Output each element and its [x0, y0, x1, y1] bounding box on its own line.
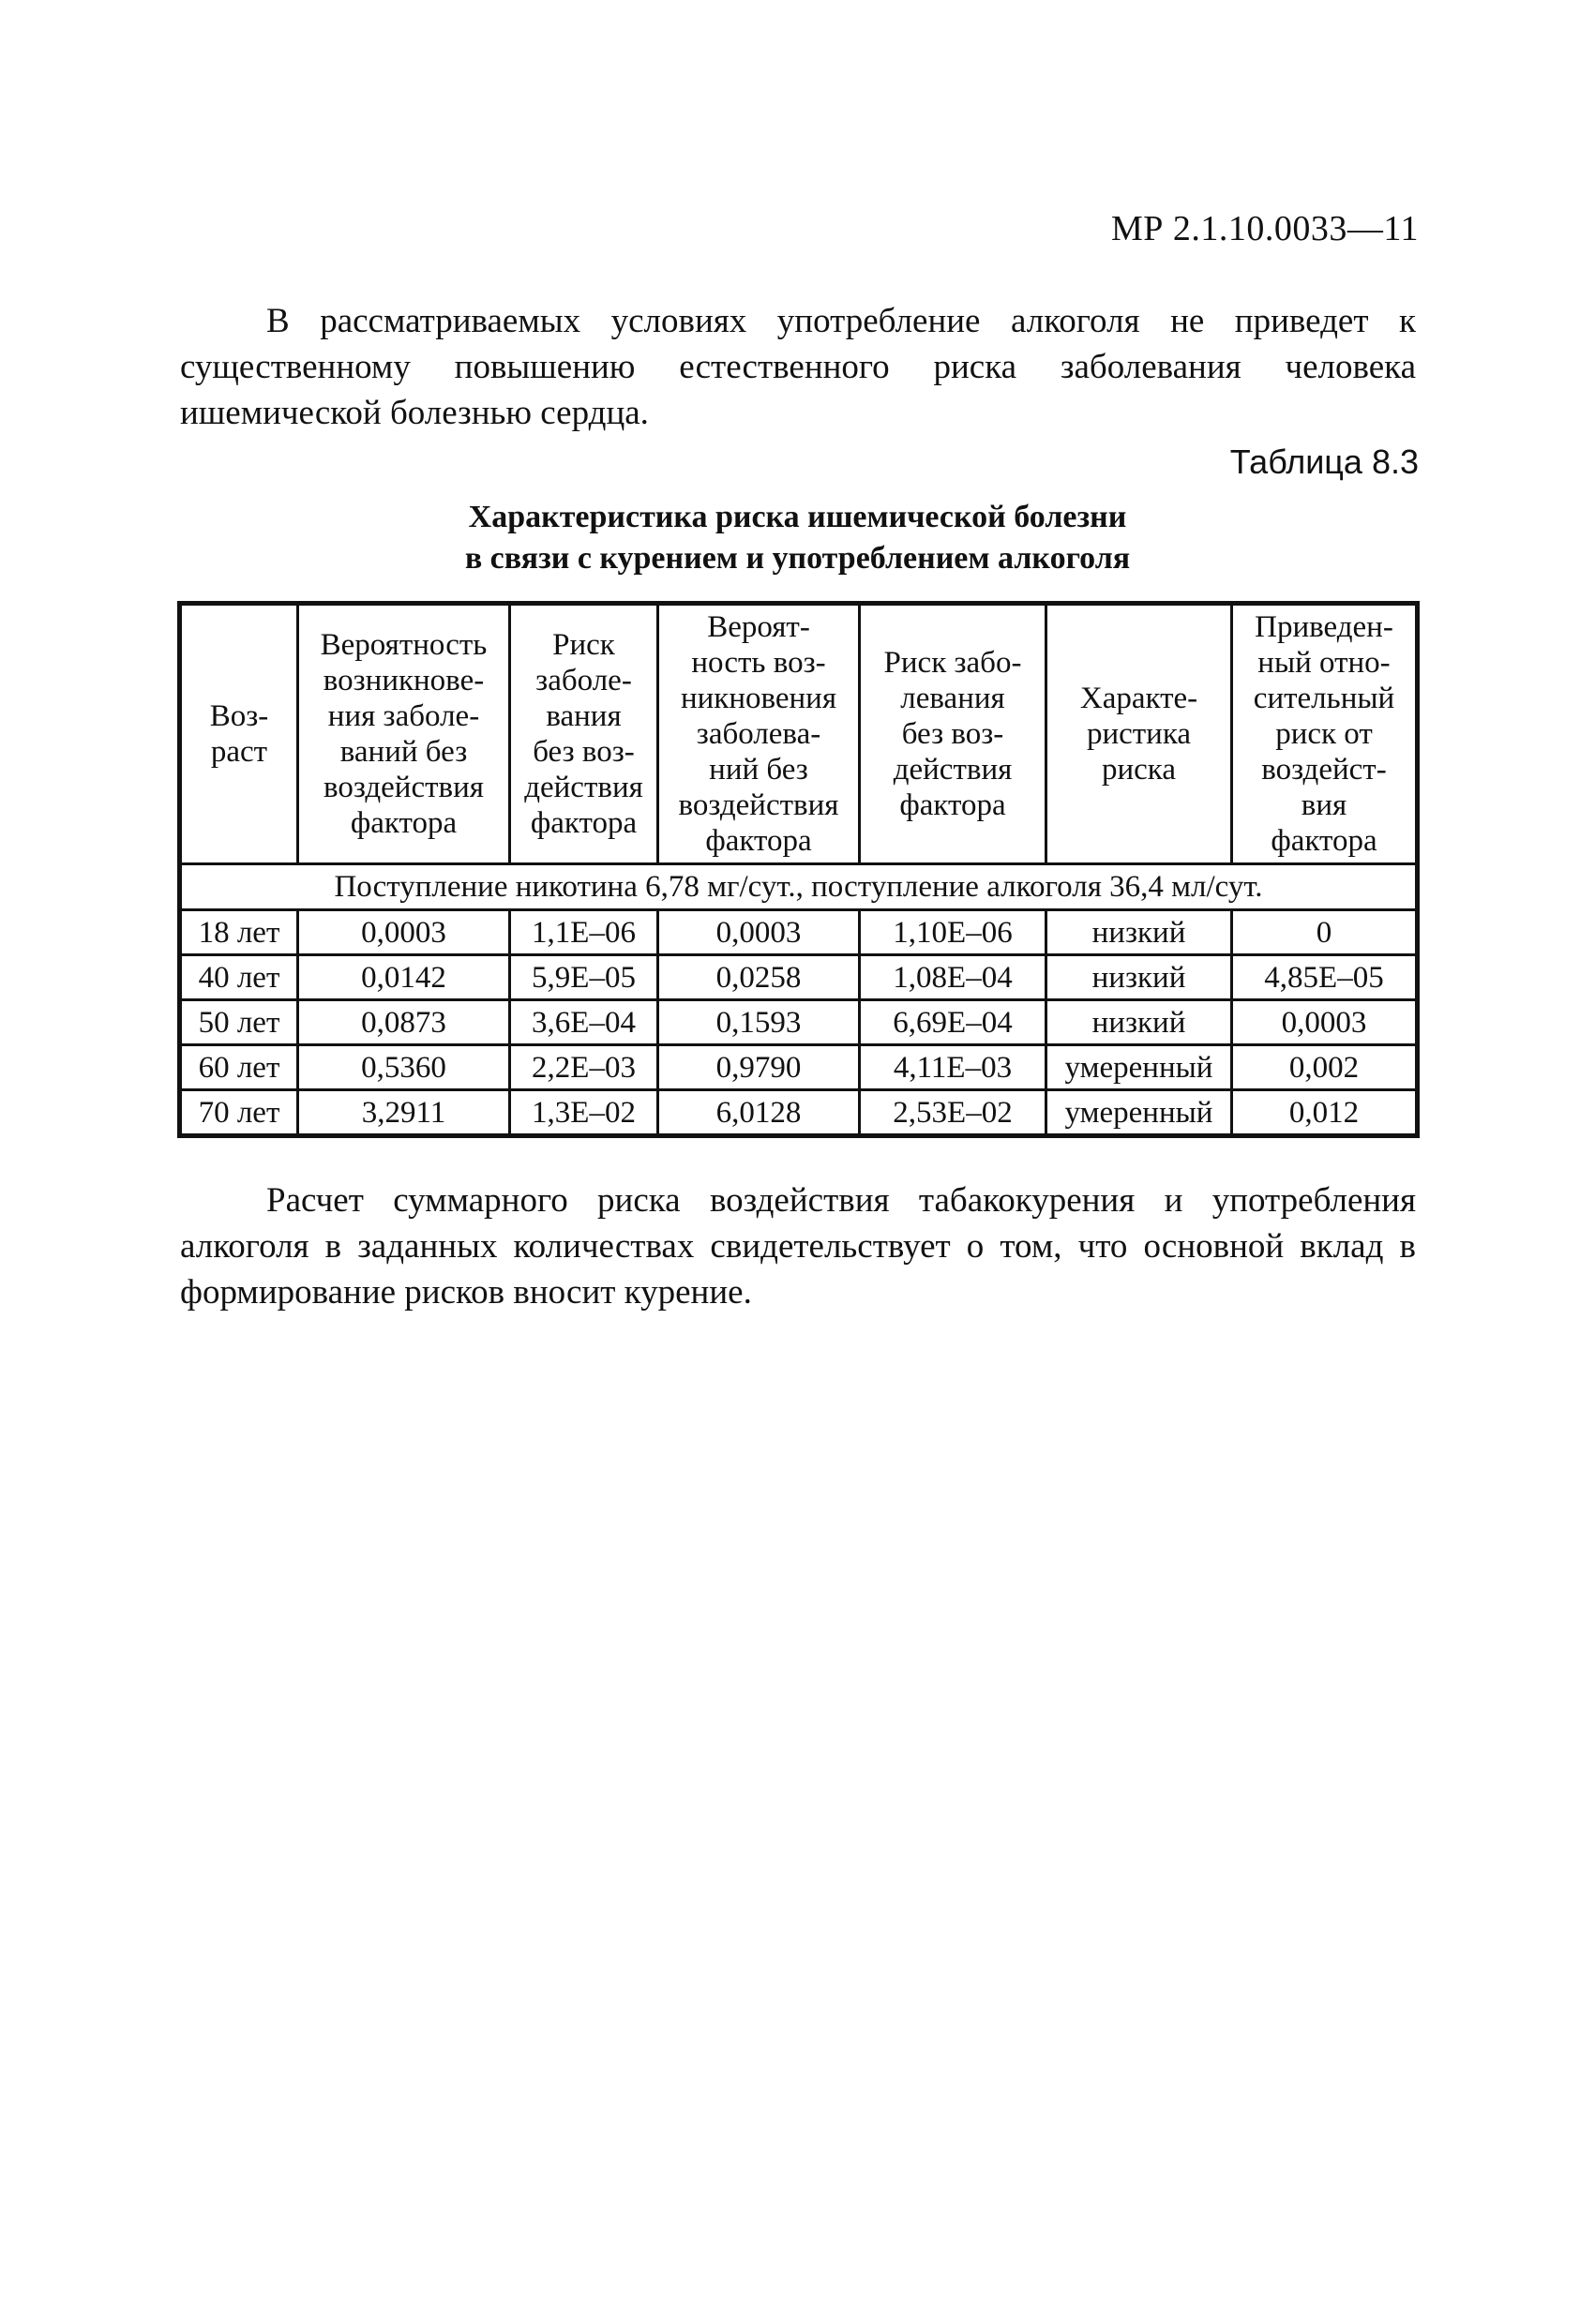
cell-risk-base: 2,2Е–03 — [510, 1045, 658, 1090]
cell-probability-factor: 0,1593 — [658, 1000, 860, 1045]
cell-risk-characteristic: низкий — [1046, 955, 1232, 1000]
cell-probability-factor: 0,0003 — [658, 910, 860, 955]
risk-table — [177, 601, 1420, 1138]
cell-probability-base: 0,5360 — [298, 1045, 510, 1090]
cell-probability-base: 0,0003 — [298, 910, 510, 955]
cell-age: 60 лет — [180, 1045, 298, 1090]
cell-risk-factor: 6,69Е–04 — [860, 1000, 1046, 1045]
column-header-risk-base: Риск заболе- вания без воз- действия фактора — [510, 604, 658, 864]
cell-risk-base: 5,9Е–05 — [510, 955, 658, 1000]
cell-probability-base: 3,2911 — [298, 1090, 510, 1136]
table-group-row — [180, 864, 1418, 910]
cell-age: 40 лет — [180, 955, 298, 1000]
cell-relative-risk: 4,85Е–05 — [1232, 955, 1418, 1000]
cell-relative-risk: 0,0003 — [1232, 1000, 1418, 1045]
cell-risk-factor: 4,11Е–03 — [860, 1045, 1046, 1090]
outro-paragraph: Расчет суммарного риска воздействия табакокурения и употребления алкоголя в заданных количествах свидетельствует о том, что основной вклад в формирование рисков вносит курение. — [180, 1181, 1416, 1312]
cell-probability-base: 0,0142 — [298, 955, 510, 1000]
cell-probability-factor: 6,0128 — [658, 1090, 860, 1136]
table-row — [180, 955, 1418, 1000]
table-header-row — [180, 604, 1418, 864]
cell-relative-risk: 0,002 — [1232, 1045, 1418, 1090]
cell-probability-base: 0,0873 — [298, 1000, 510, 1045]
cell-age: 50 лет — [180, 1000, 298, 1045]
column-header-risk-characteristic: Характе- ристика риска — [1046, 604, 1232, 864]
cell-risk-characteristic: умеренный — [1046, 1045, 1232, 1090]
table-row — [180, 910, 1418, 955]
table-row — [180, 1000, 1418, 1045]
column-header-risk-factor: Риск забо- левания без воз- действия фактора — [860, 604, 1046, 864]
cell-risk-characteristic: низкий — [1046, 910, 1232, 955]
cell-relative-risk: 0 — [1232, 910, 1418, 955]
cell-risk-factor: 1,10Е–06 — [860, 910, 1046, 955]
table-title-line-1: Характеристика риска ишемической болезни — [468, 500, 1127, 534]
table-title — [328, 497, 1267, 579]
cell-risk-base: 1,1Е–06 — [510, 910, 658, 955]
table-title-line-2: в связи с курением и употреблением алкоголя — [464, 541, 1131, 576]
table-row — [180, 1090, 1418, 1136]
cell-risk-factor: 1,08Е–04 — [860, 955, 1046, 1000]
intake-conditions-label: Поступление никотина 6,78 мг/сут., поступление алкоголя 36,4 мл/сут. — [180, 864, 1418, 910]
cell-age: 18 лет — [180, 910, 298, 955]
column-header-probability-base: Вероятность возникнове- ния заболе- ваний без воздействия фактора — [298, 604, 510, 864]
column-header-age: Воз- раст — [180, 604, 298, 864]
cell-probability-factor: 0,9790 — [658, 1045, 860, 1090]
cell-relative-risk: 0,012 — [1232, 1090, 1418, 1136]
column-header-probability-factor: Вероят- ность воз- никновения заболева- ний без воздействия фактора — [658, 604, 860, 864]
intro-paragraph: В рассматриваемых условиях употребление алкоголя не приведет к существенному повышению естественного риска заболевания человека ишемической болезнью сердца. — [180, 302, 1416, 432]
cell-risk-characteristic: низкий — [1046, 1000, 1232, 1045]
cell-risk-factor: 2,53Е–02 — [860, 1090, 1046, 1136]
column-header-relative-risk: Приведен- ный отно- сительный риск от воздейст- вия фактора — [1232, 604, 1418, 864]
cell-risk-characteristic: умеренный — [1046, 1090, 1232, 1136]
table-number-label: Таблица 8.3 — [1229, 442, 1419, 481]
document-code: МР 2.1.10.0033—11 — [1110, 209, 1419, 248]
table-row — [180, 1045, 1418, 1090]
cell-probability-factor: 0,0258 — [658, 955, 860, 1000]
cell-age: 70 лет — [180, 1090, 298, 1136]
cell-risk-base: 1,3Е–02 — [510, 1090, 658, 1136]
cell-risk-base: 3,6Е–04 — [510, 1000, 658, 1045]
